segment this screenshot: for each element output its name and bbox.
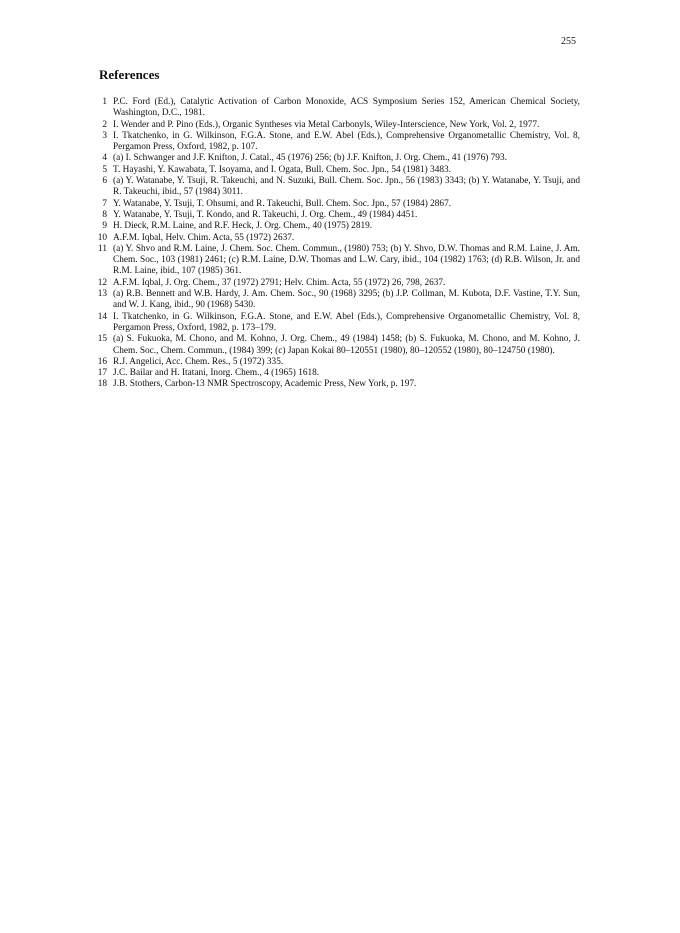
reference-item — [96, 221, 580, 232]
reference-item — [96, 199, 580, 210]
reference-text: P.C. Ford (Ed.), Catalytic Activation of Carbon Monoxide, ACS Symposium Series 152, American Chemical Society, Washington, D.C., 1981. — [113, 97, 580, 119]
reference-text: (a) S. Fukuoka, M. Chono, and M. Kohno, J. Org. Chem., 49 (1984) 1458; (b) S. Fukuoka, M. Chono, and M. Kohno, J. Chem. Soc., Chem. Commun., (1984) 399; (c) Japan Kokai 80–120551 (1980), 80–120552 (1980), 80–124750 (1980). — [113, 334, 580, 356]
reference-number: 13 — [97, 289, 107, 300]
reference-text: (a) Y. Shvo and R.M. Laine, J. Chem. Soc. Chem. Commun., (1980) 753; (b) Y. Shvo, D.W. Thomas and R.M. Laine, J. Am. Chem. Soc., 103 (1981) 2461; (c) R.M. Laine, D.W. Thomas and L.W. Cary, ibid., 104 (1982) 1763; (d) R.B. Wilson, Jr. and R.M. Laine, ibid., 107 (1985) 361. — [113, 243, 580, 277]
reference-text: A.F.M. Iqbal, Helv. Chim. Acta, 55 (1972) 2637. — [113, 232, 295, 243]
reference-number: 10 — [97, 232, 107, 243]
reference-text: (a) R.B. Bennett and W.B. Hardy, J. Am. Chem. Soc., 90 (1968) 3295; (b) J.P. Collman, M. Kubota, D.F. Vastine, T.Y. Sun, and W. J. Kang, ibid., 90 (1968) 5430. — [113, 289, 580, 311]
references-heading: References — [99, 67, 160, 82]
reference-text: A.F.M. Iqbal, J. Org. Chem., 37 (1972) 2791; Helv. Chim. Acta, 55 (1972) 26, 798, 2637. — [113, 277, 446, 288]
reference-number: 4 — [102, 153, 107, 164]
reference-text: H. Dieck, R.M. Laine, and R.F. Heck, J. Org. Chem., 40 (1975) 2819. — [113, 221, 373, 232]
reference-number: 15 — [97, 334, 107, 345]
reference-text: I. Tkatchenko, in G. Wilkinson, F.G.A. Stone, and E.W. Abel (Eds.), Comprehensive Organometallic Chemistry, Vol. 8, Pergamon Press, Oxford, 1982, p. 173–179. — [113, 311, 580, 333]
reference-item — [96, 278, 580, 289]
reference-item — [96, 289, 580, 312]
reference-item — [96, 312, 580, 335]
reference-number: 2 — [102, 119, 107, 130]
reference-item — [96, 357, 580, 368]
reference-number: 8 — [102, 209, 107, 220]
reference-item — [96, 334, 580, 357]
reference-number: 3 — [102, 130, 107, 141]
reference-text: Y. Watanabe, Y. Tsuji, T. Ohsumi, and R. Takeuchi, Bull. Chem. Soc. Jpn., 57 (1984) 2867. — [113, 198, 452, 209]
reference-item — [96, 165, 580, 176]
reference-item — [96, 244, 580, 278]
reference-number: 16 — [97, 356, 107, 367]
reference-number: 7 — [102, 198, 107, 209]
reference-text: I. Tkatchenko, in G. Wilkinson, F.G.A. Stone, and E.W. Abel (Eds.), Comprehensive Organometallic Chemistry, Vol. 8, Pergamon Press, Oxford, 1982, p. 107. — [113, 130, 580, 153]
reference-text: Y. Watanabe, Y. Tsuji, T. Kondo, and R. Takeuchi, J. Org. Chem., 49 (1984) 4451. — [113, 209, 418, 220]
reference-number: 14 — [97, 311, 107, 322]
reference-text: T. Hayashi, Y. Kawabata, T. Isoyama, and I. Ogata, Bull. Chem. Soc. Jpn., 54 (1981) 3483. — [113, 164, 451, 175]
reference-item — [96, 120, 580, 131]
reference-item — [96, 368, 580, 379]
reference-list — [96, 97, 580, 391]
reference-text: I. Wender and P. Pino (Eds.), Organic Syntheses via Metal Carbonyls, Wiley-Interscience, New York, Vol. 2, 1977. — [113, 119, 540, 130]
page-number: 255 — [561, 36, 576, 47]
reference-number: 12 — [97, 277, 107, 288]
reference-item — [96, 131, 580, 154]
reference-number: 18 — [97, 379, 107, 390]
reference-text: J.B. Stothers, Carbon-13 NMR Spectroscopy, Academic Press, New York, p. 197. — [113, 379, 417, 390]
reference-number: 9 — [102, 221, 107, 232]
reference-item — [96, 210, 580, 221]
reference-item — [96, 176, 580, 199]
reference-number: 11 — [98, 243, 107, 254]
reference-text: (a) I. Schwanger and J.F. Knifton, J. Catal., 45 (1976) 256; (b) J.F. Knifton, J. Org. Chem., 41 (1976) 793. — [113, 153, 507, 164]
reference-number: 1 — [102, 97, 107, 107]
reference-number: 17 — [97, 368, 107, 379]
reference-number: 5 — [102, 164, 107, 175]
reference-item — [96, 379, 580, 390]
reference-text: R.J. Angelici, Acc. Chem. Res., 5 (1972) 335. — [113, 356, 284, 367]
reference-item — [96, 233, 580, 244]
reference-text: (a) Y. Watanabe, Y. Tsuji, R. Takeuchi, and N. Suzuki, Bull. Chem. Soc. Jpn., 56 (1983) 3343; (b) Y. Watanabe, Y. Tsuji, and R. Takeuchi, ibid., 57 (1984) 3011. — [113, 176, 580, 198]
reference-number: 6 — [102, 176, 107, 187]
reference-item — [96, 97, 580, 120]
reference-item — [96, 153, 580, 164]
reference-text: J.C. Bailar and H. Itatani, Inorg. Chem., 4 (1965) 1618. — [113, 368, 320, 379]
